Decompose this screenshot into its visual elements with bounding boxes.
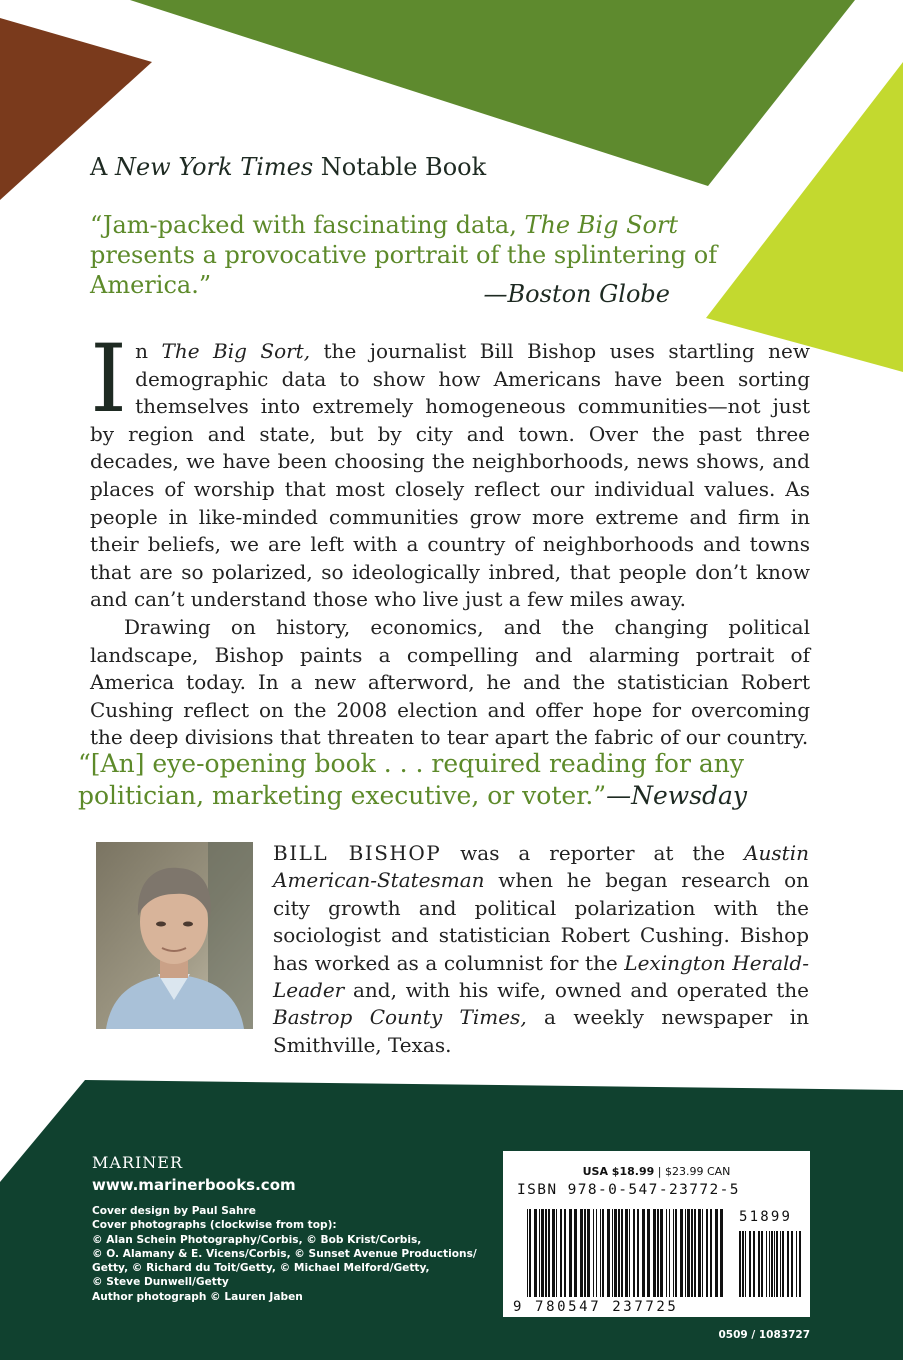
barcode-bar [629,1209,630,1297]
barcode-bar [647,1209,650,1297]
barcode-bar [642,1209,645,1297]
barcode-bar [673,1209,674,1297]
barcode-bar [691,1209,693,1297]
supplement-bar [742,1231,744,1297]
barcode-bar [529,1209,531,1297]
barcode-bar [660,1209,663,1297]
barcode-bar [625,1209,628,1297]
barcode-bar [560,1209,562,1297]
newsday-quote: “[An] eye-opening book . . . required reading for any politician, marketing executive, or voter.”—Newsday [78,749,748,810]
credit-line: Cover design by Paul Sahre [92,1205,256,1217]
barcode-bar [584,1209,586,1297]
supplement-bar [799,1231,801,1297]
barcode-bar [574,1209,577,1297]
product-code: 0509 / 1083727 [718,1329,810,1341]
publisher-url: www.marinerbooks.com [92,1176,296,1194]
author-photo [96,842,253,1029]
barcode-bar [614,1209,617,1297]
description-paragraph-2: Drawing on history, economics, and the changing political landscape, Bishop paints a compelling and alarming portrait of America today. In a new afterword, he and the statistician Robert Cushing reflect on the 2008 election and offer hope for overcoming the deep divisions that threaten to tear apart the fabric of our country. [90,614,810,750]
barcode-bar [587,1209,590,1297]
author-bio: BILL BISHOP was a reporter at the Austin American-Statesman when he began research on city growth and political polarization with the sociologist and statistician Robert Cushing. Bishop has worked as a columnist for the Lexington Herald-Leader and, with his wife, owned and operated the Bastrop County Times, a weekly newspaper in Smithville, Texas. [273,841,809,1057]
description-paragraph-1: In The Big Sort, the journalist Bill Bishop uses startling new demographic data to show how Americans have been sorting themselves into extremely homogeneous communities—not just by region and state, but by city and town. Over the past three decades, we have been choosing the neighborhoods, news shows, and places of worship that most closely reflect our individual values. As people in like-minded communities grow more extreme and firm in their beliefs, we are left with a country of neighborhoods and towns that are so polarized, so ideologically inbred, that people don’t know and can’t understand those who live just a few miles away. [90,325,810,612]
publisher-block [92,1153,296,1194]
supplement-bar [774,1231,775,1297]
barcode-bar [657,1209,659,1297]
barcode-bar [534,1209,537,1297]
barcode-bar [600,1209,601,1297]
newsday-attribution: —Newsday [606,781,748,810]
barcode-label [503,1151,810,1317]
barcode-bar [706,1209,708,1297]
nyt-title: New York Times [114,153,314,181]
barcode-bar [694,1209,696,1297]
supplement-code: 51899 [739,1209,793,1225]
barcode-bar [552,1209,555,1297]
boston-globe-quote: “Jam-packed with fascinating data, The Big Sort presents a provocative portrait of the splintering of America.” [90,211,718,299]
supplement-bar [791,1231,793,1297]
barcode-bar [710,1209,712,1297]
credit-line: © Steve Dunwell/Getty [92,1276,229,1289]
barcode-bar [633,1209,635,1297]
barcode-bar [687,1209,690,1297]
supplement-bar [787,1231,789,1297]
barcode-bar [612,1209,613,1297]
supplement-bar [749,1231,751,1297]
drop-cap: I [90,325,128,434]
notable-book-line: A New York Times Notable Book [90,153,487,181]
credit-line: Cover photographs (clockwise from top): [92,1219,337,1232]
supplement-bar [758,1231,760,1297]
barcode-bar [618,1209,620,1297]
supplement-bar [739,1231,741,1297]
supplement-bar [761,1231,763,1297]
barcode-bar [545,1209,547,1297]
boston-globe-attribution: —Boston Globe [483,280,670,308]
barcode-bar [541,1209,544,1297]
credit-line: Getty, © Richard du Toit/Getty, © Michael Melford/Getty, [92,1262,430,1275]
barcode-bars [527,1209,803,1301]
credit-line: © O. Alamany & E. Vicens/Corbis, © Sunset Avenue Productions/ [92,1247,477,1260]
barcode-bar [593,1209,594,1297]
ean-digits: 9 780547 237725 [513,1299,679,1315]
supplement-bar [766,1231,767,1297]
barcode-bar [527,1209,528,1297]
barcode-bar [698,1209,701,1297]
barcode-bar [680,1209,683,1297]
price-line: USA $18.99 | $23.99 CAN [582,1165,731,1178]
barcode-bar [653,1209,656,1297]
author-name: BILL BISHOP [273,841,442,865]
barcode-bar [607,1209,610,1297]
barcode-bar [685,1209,686,1297]
book-description [90,325,810,752]
supplement-bar [780,1231,781,1297]
supplement-bar [771,1231,773,1297]
barcode-bar [637,1209,639,1297]
credit-line: © Alan Schein Photography/Corbis, © Bob Krist/Corbis, [92,1233,422,1246]
barcode-bar [556,1209,557,1297]
isbn-text: ISBN 978-0-547-23772-5 [517,1182,740,1198]
barcode-bar [675,1209,677,1297]
supplement-bar [776,1231,778,1297]
barcode-bar [569,1209,572,1297]
supplement-bar [782,1231,784,1297]
barcode-bar [666,1209,667,1297]
barcode-bar [720,1209,723,1297]
supplement-bar [753,1231,755,1297]
supplement-bar [745,1231,746,1297]
publisher-imprint: MARINER [92,1153,184,1172]
book-title: The Big Sort [524,211,679,239]
book-title-inline: The Big Sort, [161,339,311,363]
barcode-bar [580,1209,583,1297]
supplement-bar [796,1231,797,1297]
barcode-bar [596,1209,597,1297]
barcode-bar [621,1209,623,1297]
barcode-bar [602,1209,604,1297]
supplement-bar [769,1231,770,1297]
barcode-bar [539,1209,540,1297]
barcode-bar [564,1209,566,1297]
barcode-bar [702,1209,703,1297]
cover-credits [92,1204,512,1304]
credit-line: Author photograph © Lauren Jaben [92,1290,303,1303]
barcode-bar [548,1209,550,1297]
barcode-bar [669,1209,670,1297]
barcode-bar [715,1209,718,1297]
